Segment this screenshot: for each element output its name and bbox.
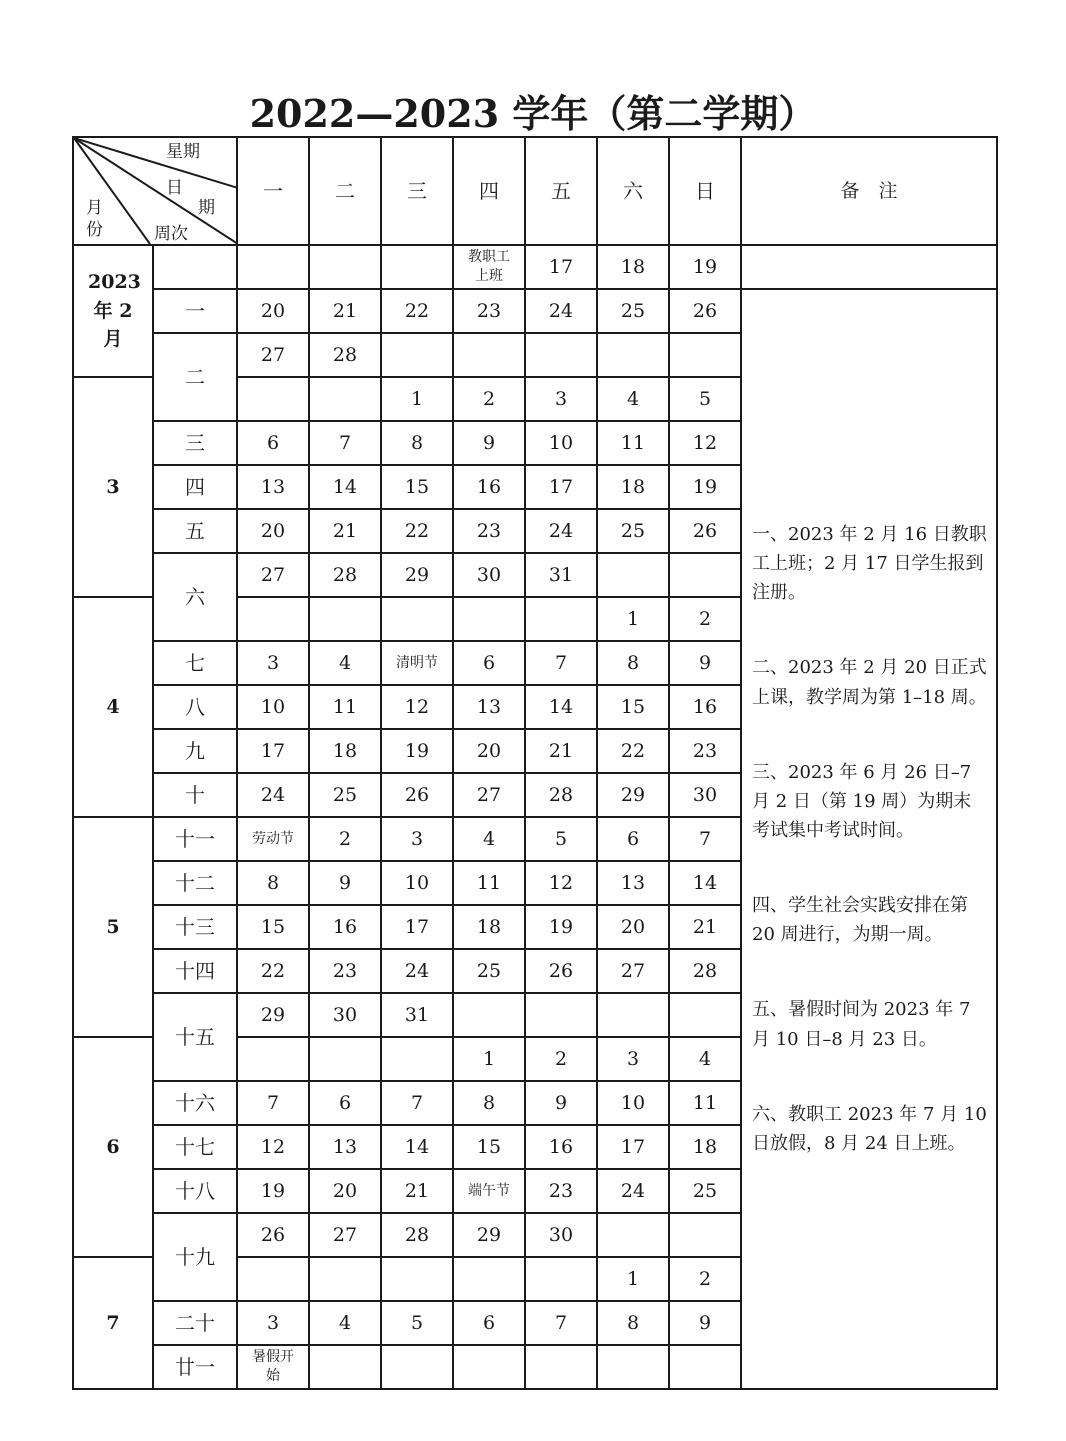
notes-blank-cell: [741, 245, 997, 289]
date-cell: [309, 1037, 381, 1081]
date-cell: 28: [309, 553, 381, 597]
date-cell: 13: [453, 685, 525, 729]
date-cell: 5: [381, 1301, 453, 1345]
date-cell: 22: [237, 949, 309, 993]
date-cell: 12: [237, 1125, 309, 1169]
date-cell: [669, 993, 741, 1037]
date-cell: [669, 1213, 741, 1257]
header-row: [73, 137, 997, 245]
date-cell: 16: [453, 465, 525, 509]
date-cell: 1: [597, 597, 669, 641]
date-cell: [237, 245, 309, 289]
date-cell: [597, 553, 669, 597]
date-cell: [525, 993, 597, 1037]
date-cell: 1: [597, 1257, 669, 1301]
date-cell: 19: [669, 465, 741, 509]
date-cell: [525, 597, 597, 641]
week-cell: 四: [153, 465, 237, 509]
notes-header: 备 注: [741, 137, 997, 245]
date-cell: [309, 1345, 381, 1389]
date-cell: [381, 1257, 453, 1301]
date-cell: 19: [381, 729, 453, 773]
weekday-header-1: 一: [237, 137, 309, 245]
date-cell: 9: [669, 641, 741, 685]
month-cell-may: 5: [73, 817, 153, 1037]
date-cell: 19: [669, 245, 741, 289]
academic-calendar-table: [72, 136, 998, 1390]
date-cell: [453, 1345, 525, 1389]
date-cell: [309, 1257, 381, 1301]
date-cell: 22: [381, 289, 453, 333]
date-cell: 27: [237, 333, 309, 377]
date-cell: 15: [237, 905, 309, 949]
date-cell: 28: [381, 1213, 453, 1257]
date-cell: 3: [237, 641, 309, 685]
date-cell: [669, 553, 741, 597]
date-cell: 13: [597, 861, 669, 905]
date-cell: 2: [309, 817, 381, 861]
date-cell: 6: [237, 421, 309, 465]
weekday-header-6: 六: [597, 137, 669, 245]
date-cell: 27: [597, 949, 669, 993]
date-cell: 17: [525, 465, 597, 509]
corner-date-label-2: 期: [198, 198, 215, 218]
date-cell: 2: [453, 377, 525, 421]
date-cell: 17: [525, 245, 597, 289]
date-cell: 7: [525, 641, 597, 685]
week-cell-empty: [153, 245, 237, 289]
date-cell: 暑假开始: [237, 1345, 309, 1389]
date-cell: [381, 1037, 453, 1081]
week-cell: 十五: [153, 993, 237, 1081]
date-cell: 27: [453, 773, 525, 817]
date-cell: 10: [237, 685, 309, 729]
corner-date-label-1: 日: [166, 178, 183, 198]
date-cell: 3: [381, 817, 453, 861]
date-cell: 19: [237, 1169, 309, 1213]
date-cell: 劳动节: [237, 817, 309, 861]
date-cell: [597, 333, 669, 377]
date-cell: 11: [669, 1081, 741, 1125]
date-cell: 18: [453, 905, 525, 949]
date-cell: 11: [597, 421, 669, 465]
weekday-header-2: 二: [309, 137, 381, 245]
date-cell: 23: [453, 289, 525, 333]
date-cell: [381, 597, 453, 641]
date-cell: 4: [309, 1301, 381, 1345]
date-cell: 31: [381, 993, 453, 1037]
table-row: [73, 289, 997, 333]
date-cell: [381, 333, 453, 377]
date-cell: [381, 1345, 453, 1389]
week-cell: 十一: [153, 817, 237, 861]
date-cell: 16: [309, 905, 381, 949]
note-item-2: 二、2023 年 2 月 20 日正式上课，教学周为第 1–18 周。: [752, 657, 987, 708]
date-cell: 13: [237, 465, 309, 509]
date-cell: 12: [381, 685, 453, 729]
date-cell: 6: [453, 641, 525, 685]
date-cell: 29: [453, 1213, 525, 1257]
date-cell: 27: [237, 553, 309, 597]
date-cell: [309, 377, 381, 421]
week-cell: 一: [153, 289, 237, 333]
date-cell: [309, 245, 381, 289]
table-row: [73, 245, 997, 289]
week-cell: 二十: [153, 1301, 237, 1345]
date-cell: 29: [381, 553, 453, 597]
date-cell: 8: [453, 1081, 525, 1125]
week-cell: 十三: [153, 905, 237, 949]
date-cell: 26: [525, 949, 597, 993]
month-cell-apr: 4: [73, 597, 153, 817]
date-cell: 9: [309, 861, 381, 905]
weekday-header-3: 三: [381, 137, 453, 245]
date-cell: 30: [309, 993, 381, 1037]
date-cell: 31: [525, 553, 597, 597]
note-item-5: 五、暑假时间为 2023 年 7 月 10 日–8 月 23 日。: [752, 999, 971, 1050]
date-cell: 15: [381, 465, 453, 509]
date-cell: 5: [525, 817, 597, 861]
date-cell: 7: [669, 817, 741, 861]
date-cell: 3: [237, 1301, 309, 1345]
date-cell: 29: [597, 773, 669, 817]
date-cell: 教职工上班: [453, 245, 525, 289]
week-cell: 十六: [153, 1081, 237, 1125]
date-cell: 12: [669, 421, 741, 465]
date-cell: 25: [597, 289, 669, 333]
date-cell: 28: [309, 333, 381, 377]
note-item-6: 六、教职工 2023 年 7 月 10 日放假，8 月 24 日上班。: [752, 1103, 987, 1154]
date-cell: 18: [309, 729, 381, 773]
date-cell: 20: [309, 1169, 381, 1213]
date-cell: 7: [309, 421, 381, 465]
date-cell: [453, 597, 525, 641]
date-cell: 16: [669, 685, 741, 729]
month-cell-jul: 7: [73, 1257, 153, 1389]
weekday-header-7: 日: [669, 137, 741, 245]
date-cell: 4: [453, 817, 525, 861]
corner-month-label-1: 月: [86, 198, 103, 218]
date-cell: 8: [237, 861, 309, 905]
date-cell: [669, 1345, 741, 1389]
date-cell: 19: [525, 905, 597, 949]
date-cell: [525, 333, 597, 377]
weekday-header-4: 四: [453, 137, 525, 245]
date-cell: [525, 1257, 597, 1301]
date-cell: 6: [309, 1081, 381, 1125]
date-cell: [237, 597, 309, 641]
date-cell: 20: [453, 729, 525, 773]
date-cell: 22: [381, 509, 453, 553]
date-cell: 25: [453, 949, 525, 993]
date-cell: 9: [525, 1081, 597, 1125]
date-cell: 4: [597, 377, 669, 421]
date-cell: 25: [669, 1169, 741, 1213]
date-cell: 2: [669, 597, 741, 641]
date-cell: 1: [381, 377, 453, 421]
date-cell: 7: [525, 1301, 597, 1345]
date-cell: 9: [453, 421, 525, 465]
date-cell: 20: [597, 905, 669, 949]
date-cell: 9: [669, 1301, 741, 1345]
date-cell: 24: [237, 773, 309, 817]
date-cell: 23: [309, 949, 381, 993]
date-cell: [237, 1037, 309, 1081]
note-item-4: 四、学生社会实践安排在第 20 周进行，为期一周。: [752, 895, 968, 946]
date-cell: 1: [453, 1037, 525, 1081]
date-cell: 17: [381, 905, 453, 949]
month-cell-jun: 6: [73, 1037, 153, 1257]
week-cell: 十八: [153, 1169, 237, 1213]
week-cell: 六: [153, 553, 237, 641]
date-cell: 25: [309, 773, 381, 817]
date-cell: 28: [525, 773, 597, 817]
date-cell: 14: [309, 465, 381, 509]
date-cell: 15: [597, 685, 669, 729]
date-cell: 17: [237, 729, 309, 773]
date-cell: 18: [597, 465, 669, 509]
corner-header-cell: [73, 137, 237, 245]
date-cell: 11: [453, 861, 525, 905]
date-cell: 26: [669, 289, 741, 333]
notes-cell: [741, 289, 997, 1389]
date-cell: 3: [525, 377, 597, 421]
date-cell: 18: [597, 245, 669, 289]
date-cell: 24: [597, 1169, 669, 1213]
month-cell-mar: 3: [73, 377, 153, 597]
date-cell: 26: [381, 773, 453, 817]
corner-week-label: 周次: [154, 224, 188, 244]
week-cell: 二: [153, 333, 237, 421]
date-cell: 12: [525, 861, 597, 905]
date-cell: 6: [597, 817, 669, 861]
date-cell: 21: [309, 509, 381, 553]
date-cell: 14: [525, 685, 597, 729]
week-cell: 七: [153, 641, 237, 685]
date-cell: 30: [525, 1213, 597, 1257]
date-cell: 3: [597, 1037, 669, 1081]
date-cell: 24: [381, 949, 453, 993]
date-cell: [525, 1345, 597, 1389]
date-cell: [597, 1345, 669, 1389]
date-cell: 25: [597, 509, 669, 553]
week-cell: 八: [153, 685, 237, 729]
date-cell: 21: [309, 289, 381, 333]
corner-month-label-2: 份: [86, 220, 103, 240]
date-cell: 6: [453, 1301, 525, 1345]
week-cell: 十四: [153, 949, 237, 993]
date-cell: [669, 333, 741, 377]
date-cell: 14: [669, 861, 741, 905]
date-cell: 2: [525, 1037, 597, 1081]
date-cell: 4: [309, 641, 381, 685]
week-cell: 五: [153, 509, 237, 553]
date-cell: [237, 1257, 309, 1301]
date-cell: [597, 993, 669, 1037]
week-cell: 廿一: [153, 1345, 237, 1389]
note-item-3: 三、2023 年 6 月 26 日–7 月 2 日（第 19 周）为期末考试集中考试时间。: [752, 761, 972, 841]
date-cell: 23: [525, 1169, 597, 1213]
date-cell: 10: [525, 421, 597, 465]
date-cell: 27: [309, 1213, 381, 1257]
date-cell: 26: [237, 1213, 309, 1257]
date-cell: [453, 993, 525, 1037]
date-cell: [597, 1213, 669, 1257]
note-item-1: 一、2023 年 2 月 16 日教职工上班；2 月 17 日学生报到注册。: [752, 523, 987, 604]
date-cell: [237, 377, 309, 421]
date-cell: 21: [669, 905, 741, 949]
date-cell: 15: [453, 1125, 525, 1169]
date-cell: 29: [237, 993, 309, 1037]
month-cell-feb: 2023 年 2 月: [73, 245, 153, 377]
date-cell: 30: [453, 553, 525, 597]
date-cell: [453, 333, 525, 377]
date-cell: 24: [525, 509, 597, 553]
page-title: 2022—2023 学年（第二学期）: [249, 91, 817, 136]
date-cell: 14: [381, 1125, 453, 1169]
date-cell: 23: [453, 509, 525, 553]
date-cell: 30: [669, 773, 741, 817]
date-cell: 20: [237, 289, 309, 333]
week-cell: 九: [153, 729, 237, 773]
date-cell: 21: [381, 1169, 453, 1213]
weekday-header-5: 五: [525, 137, 597, 245]
date-cell: [309, 597, 381, 641]
date-cell: 8: [597, 641, 669, 685]
date-cell: 7: [381, 1081, 453, 1125]
date-cell: 26: [669, 509, 741, 553]
date-cell: 8: [597, 1301, 669, 1345]
date-cell: 端午节: [453, 1169, 525, 1213]
date-cell: 2: [669, 1257, 741, 1301]
week-cell: 十二: [153, 861, 237, 905]
date-cell: 清明节: [381, 641, 453, 685]
date-cell: 23: [669, 729, 741, 773]
week-cell: 十: [153, 773, 237, 817]
date-cell: 28: [669, 949, 741, 993]
date-cell: 11: [309, 685, 381, 729]
week-cell: 十七: [153, 1125, 237, 1169]
date-cell: 24: [525, 289, 597, 333]
date-cell: 20: [237, 509, 309, 553]
date-cell: 7: [237, 1081, 309, 1125]
date-cell: 22: [597, 729, 669, 773]
date-cell: 4: [669, 1037, 741, 1081]
date-cell: 8: [381, 421, 453, 465]
date-cell: [381, 245, 453, 289]
corner-weekday-label: 星期: [166, 142, 200, 162]
date-cell: 18: [669, 1125, 741, 1169]
date-cell: 10: [597, 1081, 669, 1125]
date-cell: 10: [381, 861, 453, 905]
week-cell: 三: [153, 421, 237, 465]
date-cell: 21: [525, 729, 597, 773]
date-cell: 5: [669, 377, 741, 421]
date-cell: [453, 1257, 525, 1301]
date-cell: 13: [309, 1125, 381, 1169]
week-cell: 十九: [153, 1213, 237, 1301]
date-cell: 16: [525, 1125, 597, 1169]
date-cell: 17: [597, 1125, 669, 1169]
